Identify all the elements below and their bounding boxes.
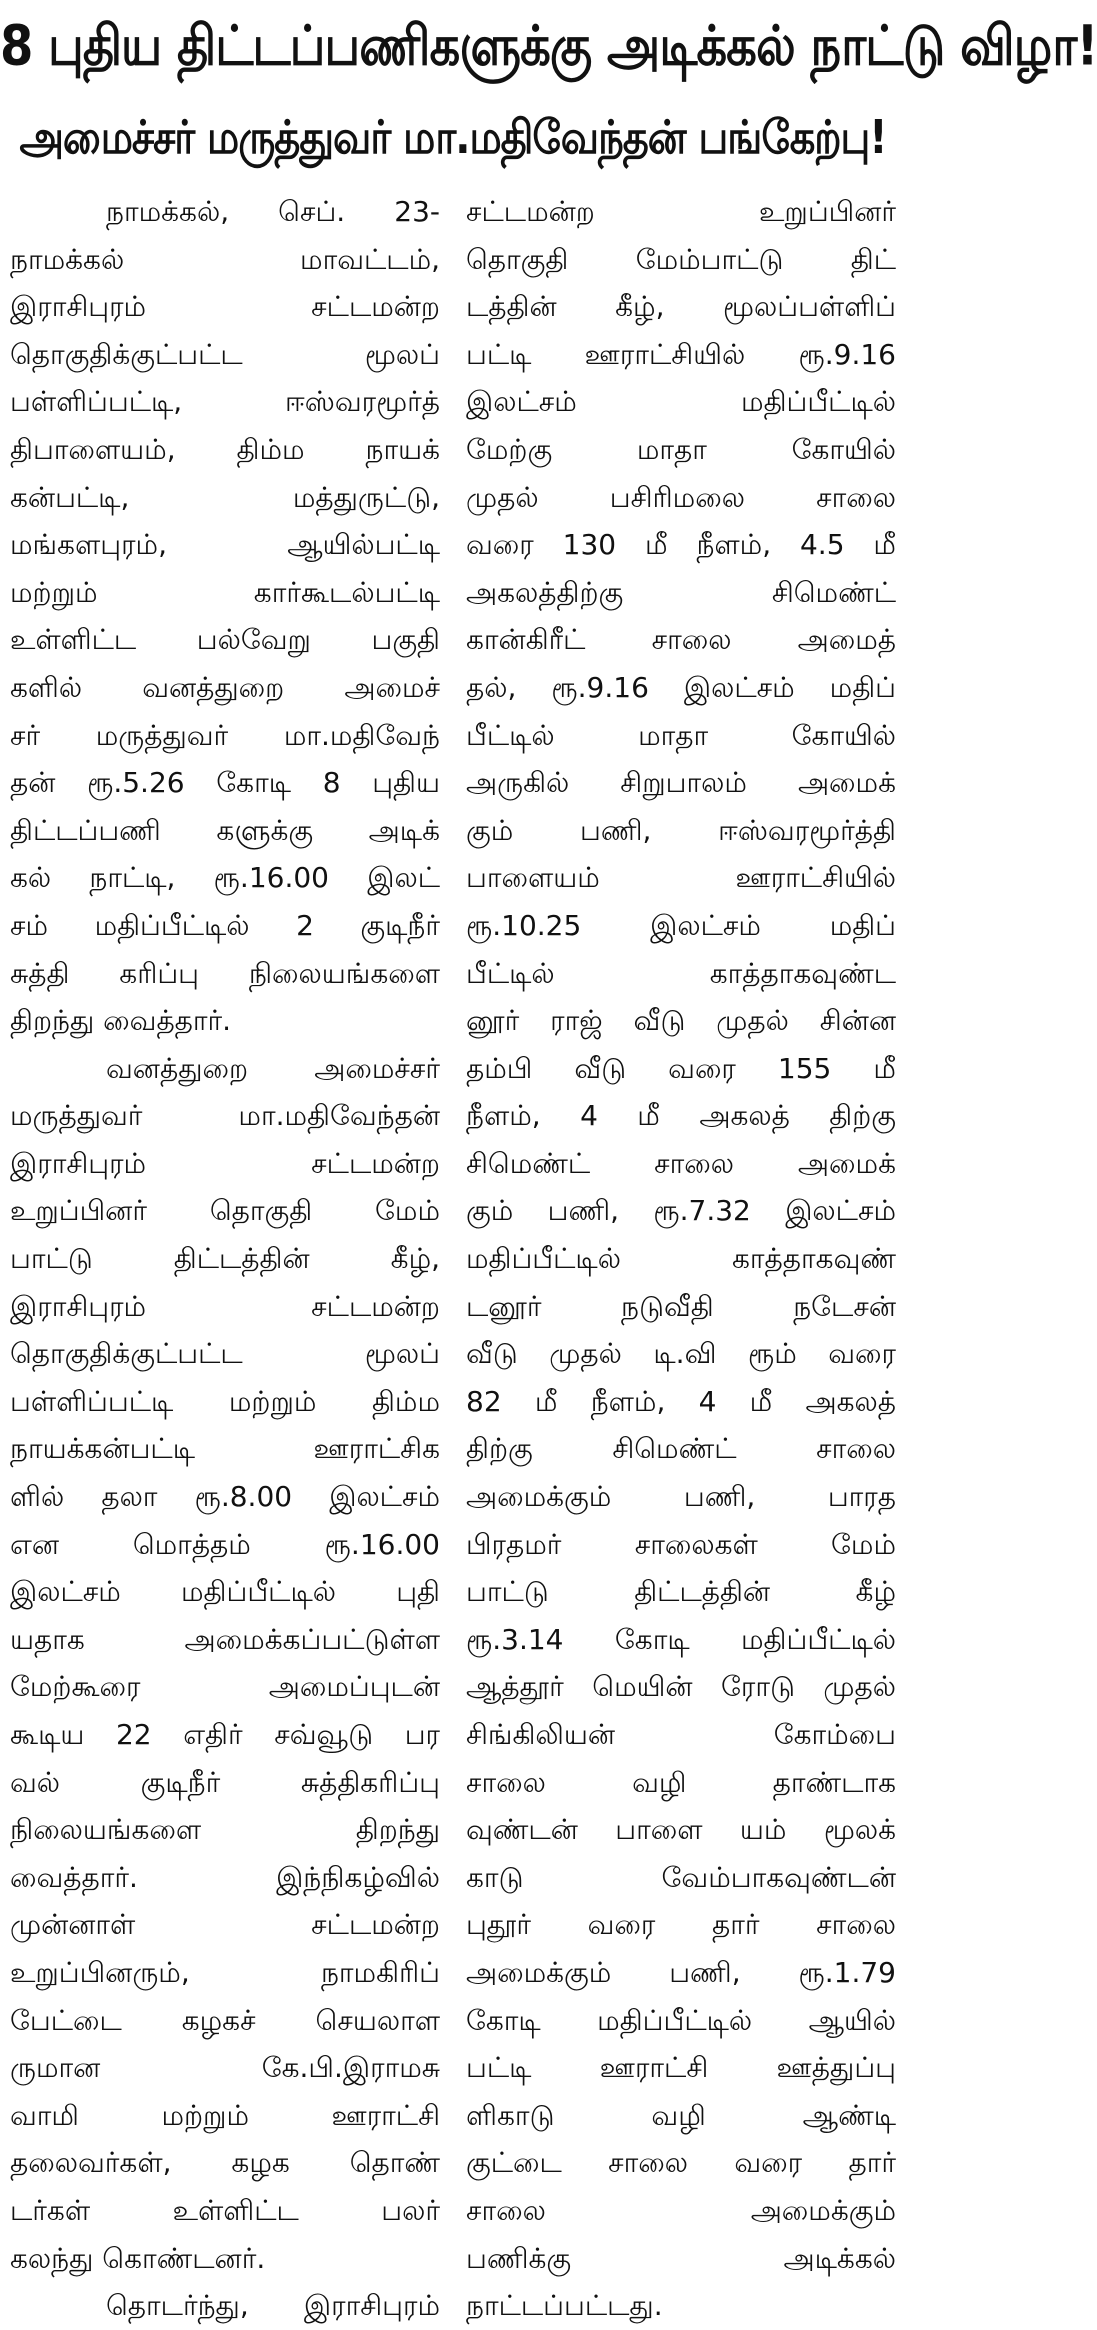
- article-line: களில் வனத்துறை அமைச்: [10, 670, 440, 704]
- article-line: கலந்து கொண்டனர்.: [10, 2241, 266, 2275]
- article-line: பேட்டை கழகச் செயலாள: [10, 2003, 440, 2037]
- article-line: திறந்து வைத்தார்.: [10, 1004, 232, 1038]
- subheadline: அமைச்சர் மருத்துவர் மா.மதிவேந்தன் பங்கேற்பு!: [19, 111, 887, 165]
- article-line: கும் பணி, ஈஸ்வரமூர்த்தி: [466, 813, 896, 847]
- article-line: புதூர் வரை தார் சாலை: [466, 1908, 896, 1942]
- article-line: இலட்சம் மதிப்பீட்டில்: [466, 385, 896, 419]
- article-line: ளிகாடு வழி ஆண்டி: [466, 2098, 896, 2132]
- article-line: சுத்தி கரிப்பு நிலையங்களை: [10, 956, 440, 990]
- article-line: தம்பி வீடு வரை 155 மீ: [466, 1051, 896, 1085]
- article-line: பள்ளிப்பட்டி மற்றும் திம்ம: [10, 1384, 440, 1418]
- article-line: தலைவர்கள், கழக தொண்: [10, 2146, 440, 2180]
- article-line: நாட்டப்பட்டது.: [466, 2289, 663, 2323]
- article-line: நாயக்கன்பட்டி ஊராட்சிக: [10, 1432, 440, 1466]
- article-line: மேற்கூரை அமைப்புடன்: [10, 1670, 440, 1704]
- article-line: பட்டி ஊராட்சி ஊத்துப்பு: [466, 2051, 896, 2085]
- article-line: திட்டப்பணி களுக்கு அடிக்: [10, 813, 440, 847]
- article-line: வீடு முதல் டி.வி ரூம் வரை: [466, 1337, 896, 1371]
- article-line: யதாக அமைக்கப்பட்டுள்ள: [10, 1622, 440, 1656]
- article-line: அருகில் சிறுபாலம் அமைக்: [466, 766, 896, 800]
- article-line: பணிக்கு அடிக்கல்: [466, 2241, 896, 2275]
- article-line: சிமெண்ட் சாலை அமைக்: [466, 1146, 896, 1180]
- article-line: சாலை அமைக்கும்: [466, 2193, 896, 2227]
- article-line: வாமி மற்றும் ஊராட்சி: [10, 2098, 440, 2132]
- article-line: டனூர் நடுவீதி நடேசன்: [466, 1289, 896, 1323]
- article-line: நிலையங்களை திறந்து: [10, 1813, 440, 1847]
- article-line: முன்னாள் சட்டமன்ற: [10, 1908, 440, 1942]
- article-line: நாமக்கல், செப். 23-: [106, 195, 440, 228]
- article-line: உள்ளிட்ட பல்வேறு பகுதி: [10, 623, 440, 657]
- article-line: தொகுதிக்குட்பட்ட மூலப்: [10, 1337, 440, 1371]
- article-line: டர்கள் உள்ளிட்ட பலர்: [10, 2193, 440, 2227]
- article-line: சட்டமன்ற உறுப்பினர்: [466, 195, 896, 228]
- article-line: வரை 130 மீ நீளம், 4.5 மீ: [466, 528, 896, 562]
- article-line: குட்டை சாலை வரை தார்: [466, 2146, 896, 2180]
- article-line: கூடிய 22 எதிர் சவ்வூடு பர: [10, 1718, 440, 1751]
- article-line: கான்கிரீட் சாலை அமைத்: [466, 623, 896, 657]
- article-line: என மொத்தம் ரூ.16.00: [10, 1527, 440, 1561]
- article-line: மதிப்பீட்டில் காத்தாகவுண்: [466, 1242, 896, 1276]
- article-line: திற்கு சிமெண்ட் சாலை: [466, 1432, 896, 1466]
- article-line: மருத்துவர் மா.மதிவேந்தன்: [10, 1099, 440, 1133]
- article-line: 82 மீ நீளம், 4 மீ அகலத்: [466, 1384, 896, 1418]
- article-line: கல் நாட்டி, ரூ.16.00 இலட்: [10, 861, 440, 895]
- article-line: மங்களபுரம், ஆயில்பட்டி: [10, 528, 440, 562]
- article-line: பாளையம் ஊராட்சியில்: [466, 861, 896, 895]
- article-right-column: [466, 188, 896, 2330]
- article-line: கோடி மதிப்பீட்டில் ஆயில்: [466, 2003, 896, 2037]
- article-line: மேற்கு மாதா கோயில்: [466, 432, 896, 466]
- article-line: இலட்சம் மதிப்பீட்டில் புதி: [10, 1575, 440, 1609]
- article-line: தல், ரூ.9.16 இலட்சம் மதிப்: [466, 670, 896, 704]
- article-line: சம் மதிப்பீட்டில் 2 குடிநீர்: [10, 908, 440, 942]
- article-line: பாட்டு திட்டத்தின் கீழ்,: [10, 1242, 440, 1276]
- article-line: பீட்டில் காத்தாகவுண்ட: [466, 956, 896, 990]
- article-line: ஆத்தூர் மெயின் ரோடு முதல்: [466, 1670, 896, 1704]
- article-line: தொகுதி மேம்பாட்டு திட்: [466, 242, 896, 276]
- article-line: தன் ரூ.5.26 கோடி 8 புதிய: [10, 766, 440, 800]
- article-line: ரூ.10.25 இலட்சம் மதிப்: [466, 908, 896, 942]
- article-line: இராசிபுரம் சட்டமன்ற: [10, 1289, 440, 1323]
- article-line: பிரதமர் சாலைகள் மேம்: [466, 1527, 896, 1561]
- article-line: அமைக்கும் பணி, ரூ.1.79: [466, 1955, 896, 1989]
- article-line: இராசிபுரம் சட்டமன்ற: [10, 1146, 440, 1180]
- article-line: சாலை வழி தாண்டாக: [466, 1765, 896, 1799]
- article-line: டத்தின் கீழ், மூலப்பள்ளிப்: [466, 290, 896, 324]
- article-line: திபாளையம், திம்ம நாயக்: [10, 432, 440, 466]
- article-line: தொகுதிக்குட்பட்ட மூலப்: [10, 337, 440, 371]
- article-line: ளில் தலா ரூ.8.00 இலட்சம்: [10, 1480, 440, 1514]
- article-line: தொடர்ந்து, இராசிபுரம்: [106, 2289, 440, 2323]
- article-line: அகலத்திற்கு சிமெண்ட்: [466, 575, 896, 609]
- article-line: னூர் ராஜ் வீடு முதல் சின்ன: [466, 1004, 896, 1038]
- article-line: ரூ.3.14 கோடி மதிப்பீட்டில்: [466, 1622, 896, 1656]
- article-line: பட்டி ஊராட்சியில் ரூ.9.16: [466, 337, 896, 371]
- article-line: முதல் பசிரிமலை சாலை: [466, 480, 896, 514]
- article-line: ருமான கே.பி.இராமசு: [10, 2051, 440, 2085]
- article-line: கும் பணி, ரூ.7.32 இலட்சம்: [466, 1194, 896, 1228]
- article-line: பள்ளிப்பட்டி, ஈஸ்வரமூர்த்: [10, 385, 440, 419]
- article-line: நீளம், 4 மீ அகலத் திற்கு: [466, 1099, 896, 1133]
- article-line: உறுப்பினரும், நாமகிரிப்: [10, 1955, 440, 1989]
- article-line: பாட்டு திட்டத்தின் கீழ்: [466, 1575, 896, 1609]
- article-left-column: [10, 188, 440, 2330]
- article-line: உறுப்பினர் தொகுதி மேம்: [10, 1194, 440, 1228]
- article-line: நாமக்கல் மாவட்டம்,: [10, 242, 440, 276]
- article-line: இராசிபுரம் சட்டமன்ற: [10, 290, 440, 324]
- article-line: சர் மருத்துவர் மா.மதிவேந்: [10, 718, 440, 752]
- article-line: சிங்கிலியன் கோம்பை: [466, 1718, 896, 1751]
- article-line: காடு வேம்பாகவுண்டன்: [466, 1860, 896, 1894]
- article-line: வைத்தார். இந்நிகழ்வில்: [10, 1860, 440, 1894]
- article-line: அமைக்கும் பணி, பாரத: [466, 1480, 896, 1514]
- article-line: வனத்துறை அமைச்சர்: [106, 1051, 440, 1085]
- article-line: கன்பட்டி, மத்துருட்டு,: [10, 480, 440, 514]
- article-line: வுண்டன் பாளை யம் மூலக்: [466, 1813, 896, 1847]
- headline: 8 புதிய திட்டப்பணிகளுக்கு அடிக்கல் நாட்டு விழா!: [0, 13, 1097, 79]
- article-line: பீட்டில் மாதா கோயில்: [466, 718, 896, 752]
- article-line: வல் குடிநீர் சுத்திகரிப்பு: [10, 1765, 440, 1799]
- article-line: மற்றும் கார்கூடல்பட்டி: [10, 575, 440, 609]
